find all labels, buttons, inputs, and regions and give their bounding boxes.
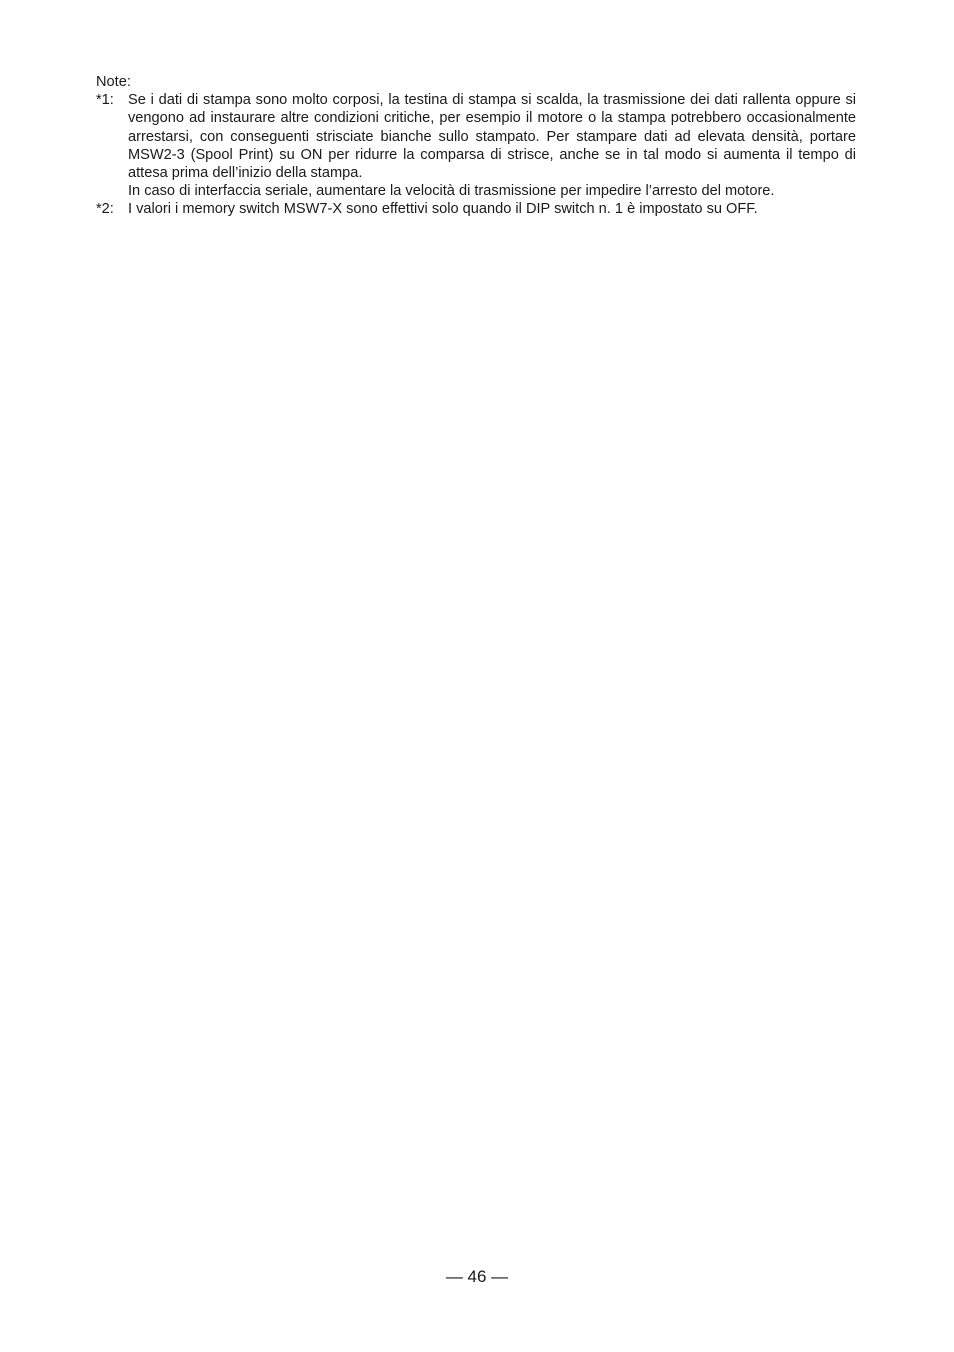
note-item-1 (96, 91, 856, 200)
note-paragraph: In caso di interfaccia seriale, aumentare la velocità di trasmissione per impedire l’arresto del motore. (128, 183, 775, 200)
note-item-2 (96, 200, 856, 218)
note-marker: *1: (96, 92, 114, 109)
note-marker: *2: (96, 201, 114, 218)
notes-heading: Note: (96, 74, 131, 90)
notes-section (96, 73, 856, 219)
note-body (128, 200, 856, 218)
note-body (128, 91, 856, 200)
page-number: — 46 — (445, 1267, 509, 1286)
note-paragraph: I valori i memory switch MSW7-X sono effettivi solo quando il DIP switch n. 1 è impostato su OFF. (128, 201, 758, 218)
note-paragraph: Se i dati di stampa sono molto corposi, la testina di stampa si scalda, la trasmissione dei dati rallenta oppure si vengono ad instaurare altre condizioni critiche, per esempio il motore o la stampa potrebbero occasionalmente arrestarsi, con conseguenti strisciate bianche sullo stampato. Per stampare dati ad elevata densità, portare MSW2-3 (Spool Print) su ON per ridurre la comparsa di strisce, anche se in tal modo si aumenta il tempo di attesa prima dell’inizio della stampa. (128, 92, 856, 182)
